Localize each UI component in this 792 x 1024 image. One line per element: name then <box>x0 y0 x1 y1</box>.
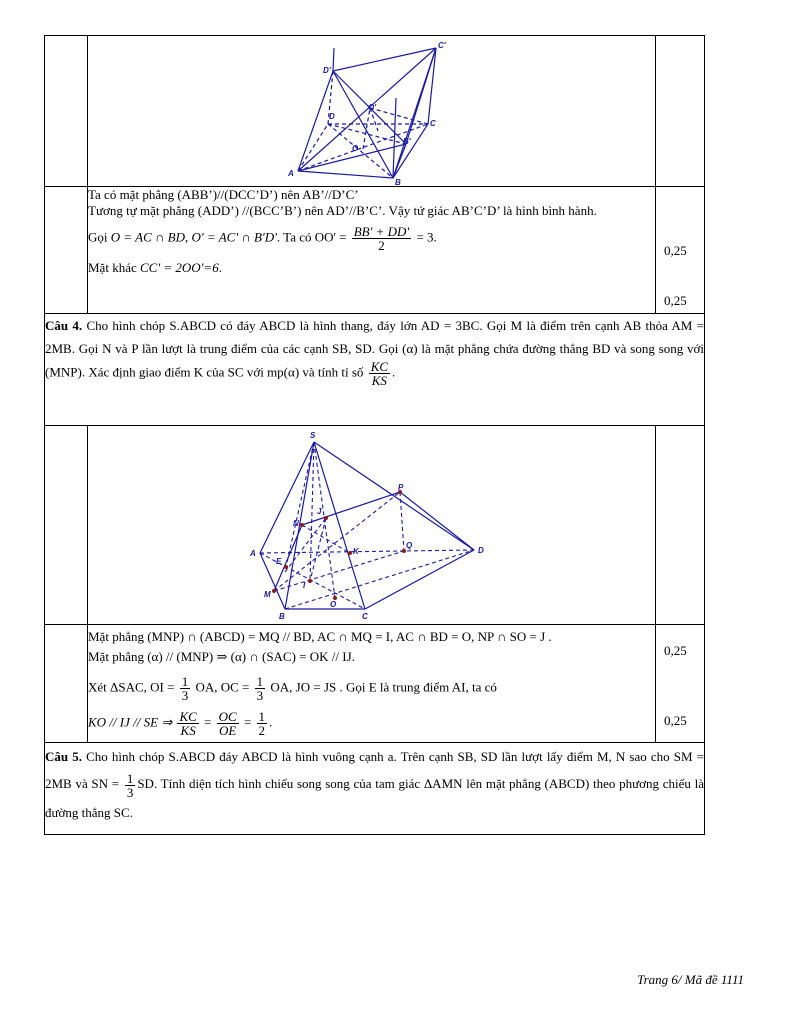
score-cell-1 <box>656 187 705 314</box>
sol1-line2: Tương tự mặt phẳng (ADD’) //(BCC’B’) nên AD’//B’C’. Vậy tứ giác AB’C’D’ là hình bình hành. <box>88 203 597 218</box>
fig1-label-O-prime: O' <box>368 103 377 112</box>
fig2-label-N: N <box>293 519 299 528</box>
solution-row-1 <box>45 187 705 314</box>
score-1b: 0,25 <box>664 293 687 308</box>
question-4-row <box>45 314 705 426</box>
fig2-label-J: J <box>317 507 322 516</box>
score-1a: 0,25 <box>664 243 687 258</box>
question-5 <box>45 743 705 835</box>
sol1-line1: Ta có mặt phẳng (ABB’)//(DCC’D’) nên AB’//D’C’ <box>88 187 359 202</box>
fig2-label-K: K <box>353 547 359 556</box>
solution-text-1 <box>88 187 656 314</box>
sol1-line4: Mặt khác CC' = 2OO'=6. <box>88 260 222 275</box>
fig2-label-C: C <box>362 612 368 621</box>
question-4-fraction: $\frac{KC}{KS}$ <box>370 359 389 388</box>
solution-text-2 <box>88 625 656 743</box>
fig2-label-A: A <box>250 549 256 558</box>
figure-row-2 <box>45 426 705 625</box>
score-2b: 0,25 <box>664 713 687 728</box>
fig2-label-D: D <box>478 546 484 555</box>
score-2a: 0,25 <box>664 643 687 658</box>
fig2-label-M: M <box>264 590 271 599</box>
page-footer: Trang 6/ Mã đề 1111 <box>637 972 744 987</box>
fig2-label-E: E <box>276 557 282 566</box>
solution-row-2 <box>45 625 705 743</box>
question-5-text-1: Cho hình chóp S.ABCD đáy ABCD là hình vuông cạnh a. Trên cạnh SB, SD lần lượt lấy điểm M, N sao cho SM = 2MB và SN = <box>45 749 704 791</box>
fig2-label-Q: Q <box>406 541 413 550</box>
solution-table <box>44 35 705 835</box>
fig1-label-B: B <box>395 178 401 186</box>
score-cell-2 <box>656 625 705 743</box>
fig2-label-P: P <box>398 483 404 492</box>
figure-cell-1 <box>88 36 656 187</box>
fig1-label-D-prime: D' <box>323 66 331 75</box>
question-5-fraction: $\frac{1}{3}$ <box>126 770 134 800</box>
fig2-label-B: B <box>279 612 285 621</box>
question-4-text: Cho hình chóp S.ABCD có đáy ABCD là hình thang, đáy lớn AD = 3BC. Gọi M là điểm trên cạnh AB thỏa AM = 2MB. Gọi N và P lần lượt là trung điểm của các cạnh SB, SD. Gọi (α) là mặt phẳng chứa đường thẳng BD và song song với (MNP). Xác định giao điểm K của SC với mp(α) và tính tỉ số <box>45 318 704 380</box>
fig2-label-I: I <box>303 581 306 590</box>
sol2-line3: Xét ΔSAC, OI = $\frac{1}{3}$ OA, OC = $\frac{1}{3}$ OA, JO = JS . Gọi E là trung điểm AI, ta có <box>88 674 497 703</box>
sol1-fraction: $\frac{BB' + DD'}{2}$ <box>353 224 410 253</box>
fig1-label-C-prime: C' <box>438 41 446 50</box>
fig1-label-O: O <box>352 144 359 153</box>
question-4-label: Câu 4. <box>45 318 83 333</box>
sol2-line2: Mặt phẳng (α) // (MNP) ⇒ (α) ∩ (SAC) = OK // IJ. <box>88 649 355 664</box>
figure-row-1 <box>45 36 705 187</box>
fig1-label-B-prime: B' <box>403 137 411 146</box>
question-5-row <box>45 743 705 835</box>
sol2-line4: KO // IJ // SE ⇒ $\frac{KC}{KS}$ = $\frac{OC}{OE}$ = $\frac{1}{2}$ . <box>88 709 273 738</box>
question-4: Câu 4. Cho hình chóp S.ABCD có đáy ABCD là hình thang, đáy lớn AD = 3BC. Gọi M là điểm trên cạnh AB thỏa AM = 2MB. Gọi N và P lần lượt là trung điểm của các cạnh SB, SD. Gọi (α) là mặt phẳng chứa đường thẳng BD và song song với (MNP). Xác định giao điểm K của SC với mp(α) và tính tỉ số $\frac{KC}{KS}$ . <box>45 314 705 426</box>
prism-figure <box>88 36 654 186</box>
fig2-label-S: S <box>310 431 316 440</box>
question-5-label: Câu 5. <box>45 749 82 764</box>
sol2-line1: Mặt phẳng (MNP) ∩ (ABCD) = MQ // BD, AC ∩ MQ = I, AC ∩ BD = O, NP ∩ SO = J . <box>88 629 552 644</box>
sol1-line3: Gọi O = AC ∩ BD, O' = AC' ∩ B'D'. Ta có OO' = $\frac{BB' + DD'}{2}$ = 3. <box>88 224 437 253</box>
figure-cell-2 <box>88 426 656 625</box>
fig1-label-D: D <box>329 112 335 121</box>
fig1-label-A: A <box>288 169 294 178</box>
pyramid-figure <box>88 426 654 624</box>
question-5-text-2: SD. Tính diện tích hình chiếu song song của tam giác ΔAMN lên mặt phẳng (ABCD) theo phương chiếu là đường thẳng SC. <box>45 776 705 820</box>
fig1-label-C: C <box>430 119 436 128</box>
fig2-label-O: O <box>330 600 337 609</box>
